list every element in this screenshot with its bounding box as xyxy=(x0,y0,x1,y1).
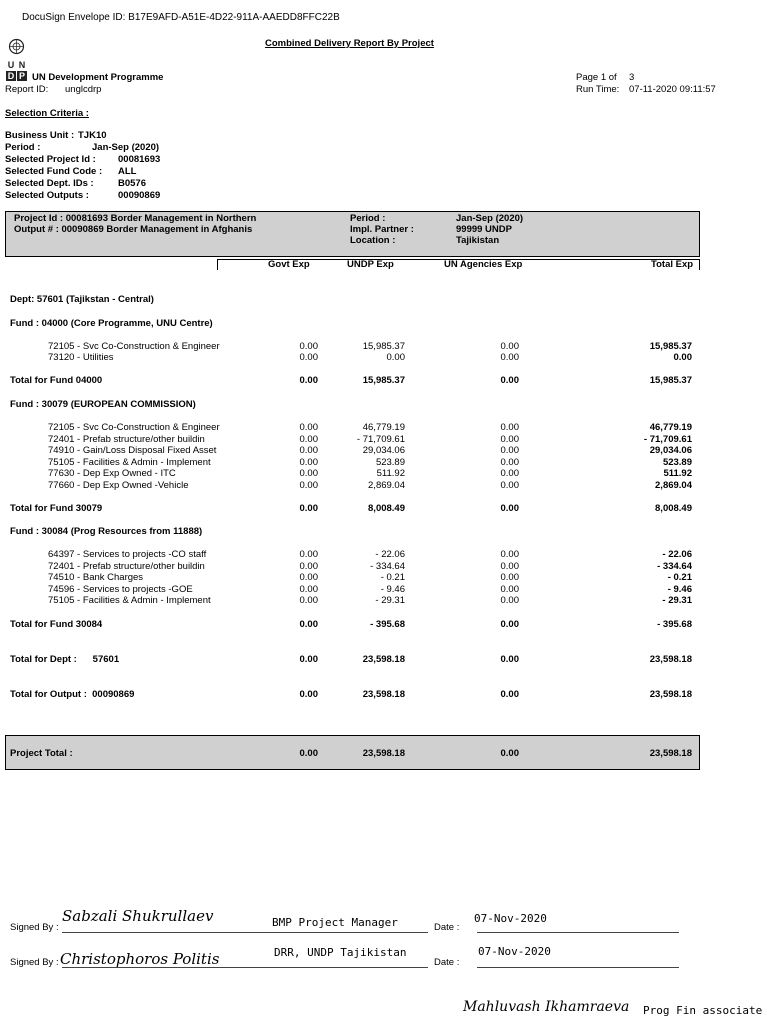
col-govt-exp: Govt Exp xyxy=(268,259,310,270)
row-govt: 0.00 xyxy=(299,433,318,445)
date-line xyxy=(477,932,679,933)
row-govt: 0.00 xyxy=(299,352,318,363)
row-undp: - 0.21 xyxy=(380,572,405,583)
table-row xyxy=(0,445,770,457)
row-agencies: 0.00 xyxy=(500,468,519,479)
report-id-label: Report ID: xyxy=(5,84,49,95)
row-total: - 9.46 xyxy=(667,583,692,595)
table-row xyxy=(0,480,770,492)
location-value: Tajikistan xyxy=(456,235,500,246)
row-govt: 0.00 xyxy=(299,468,318,479)
row-desc: 72105 - Svc Co-Construction & Engineer xyxy=(48,422,220,433)
signer-role: BMP Project Manager xyxy=(272,916,398,929)
row-undp: - 9.46 xyxy=(380,583,405,595)
signature: Sabzali Shukrullaev xyxy=(62,907,214,925)
project-header-box xyxy=(5,211,700,257)
row-desc: 77660 - Dep Exp Owned -Vehicle xyxy=(48,479,189,491)
row-total: - 0.21 xyxy=(667,572,692,583)
row-total: - 71,709.61 xyxy=(643,433,692,445)
criteria-business-unit-value: TJK10 xyxy=(78,130,107,141)
fund-total-total: 8,008.49 xyxy=(655,503,692,514)
row-total: - 22.06 xyxy=(662,549,692,560)
output-total-label: Total for Output : 00090869 xyxy=(10,689,135,700)
org-name: UN Development Programme xyxy=(32,72,164,83)
row-govt: 0.00 xyxy=(299,560,318,572)
row-govt: 0.00 xyxy=(299,341,318,352)
row-total: 2,869.04 xyxy=(655,479,692,491)
row-govt: 0.00 xyxy=(299,572,318,583)
criteria-outputs-label: Selected Outputs : xyxy=(5,190,89,201)
row-undp: - 334.64 xyxy=(370,560,405,572)
row-desc: 77630 - Dep Exp Owned - ITC xyxy=(48,468,176,479)
output-line: Output # : 00090869 Border Management in Afghanis xyxy=(14,224,253,235)
row-undp: 29,034.06 xyxy=(362,445,405,456)
criteria-dept-value: B0576 xyxy=(118,178,146,189)
criteria-period-label: Period : xyxy=(5,142,41,153)
envelope-id: DocuSign Envelope ID: B17E9AFD-A51E-4D22-911A-AAEDD8FFC22B xyxy=(22,12,340,23)
fund-total-row xyxy=(0,375,770,387)
table-row xyxy=(0,457,770,469)
date-label: Date : xyxy=(434,957,460,968)
row-undp: - 71,709.61 xyxy=(356,433,405,445)
logo-letter-d: D xyxy=(7,71,15,81)
run-time: 07-11-2020 09:11:57 xyxy=(629,84,716,95)
fund-total-undp: 8,008.49 xyxy=(368,503,405,514)
table-row xyxy=(0,352,770,364)
row-agencies: 0.00 xyxy=(500,456,519,468)
footer-role: Prog Fin associate xyxy=(643,1004,763,1017)
fund-total-agencies: 0.00 xyxy=(500,503,519,514)
undp-logo xyxy=(6,38,27,82)
row-govt: 0.00 xyxy=(299,456,318,468)
criteria-business-unit-label: Business Unit : xyxy=(5,130,75,141)
row-total: 15,985.37 xyxy=(649,341,692,352)
table-row xyxy=(0,422,770,434)
row-desc: 73120 - Utilities xyxy=(48,352,114,363)
fund-total-total: - 395.68 xyxy=(657,619,692,630)
criteria-project-label: Selected Project Id : xyxy=(5,154,96,165)
row-desc: 64397 - Services to projects -CO staff xyxy=(48,549,207,560)
row-govt: 0.00 xyxy=(299,549,318,560)
row-total: 511.92 xyxy=(663,468,692,479)
fund-header: Fund : 30084 (Prog Resources from 11888) xyxy=(10,526,203,537)
project-total-undp: 23,598.18 xyxy=(362,748,405,759)
row-agencies: 0.00 xyxy=(500,352,519,363)
row-agencies: 0.00 xyxy=(500,341,519,352)
partner-value: 99999 UNDP xyxy=(456,224,512,235)
fund-total-agencies: 0.00 xyxy=(500,375,519,386)
row-desc: 74596 - Services to projects -GOE xyxy=(48,583,193,595)
table-row xyxy=(0,595,770,607)
row-agencies: 0.00 xyxy=(500,572,519,583)
date-line xyxy=(477,967,679,968)
logo-letter-n: N xyxy=(18,60,26,70)
row-agencies: 0.00 xyxy=(500,583,519,595)
fund-total-label: Total for Fund 30084 xyxy=(10,619,103,630)
col-undp-exp: UNDP Exp xyxy=(347,259,394,270)
row-undp: - 22.06 xyxy=(375,549,405,560)
fund-total-undp: 15,985.37 xyxy=(362,375,405,386)
row-total: - 29.31 xyxy=(662,595,692,606)
row-total: 46,779.19 xyxy=(649,422,692,433)
row-desc: 75105 - Facilities & Admin - Implement xyxy=(48,595,211,606)
row-agencies: 0.00 xyxy=(500,445,519,456)
row-agencies: 0.00 xyxy=(500,422,519,433)
dept-line: Dept: 57601 (Tajikstan - Central) xyxy=(10,294,154,305)
fund-total-govt: 0.00 xyxy=(299,619,318,630)
project-total-govt: 0.00 xyxy=(299,748,318,759)
criteria-fund-value: ALL xyxy=(118,166,137,177)
table-row xyxy=(0,584,770,596)
dept-total-govt: 0.00 xyxy=(299,654,318,665)
row-undp: 523.89 xyxy=(375,456,405,468)
row-govt: 0.00 xyxy=(299,479,318,491)
project-total-total: 23,598.18 xyxy=(649,748,692,759)
table-row xyxy=(0,572,770,584)
row-govt: 0.00 xyxy=(299,422,318,433)
fund-total-govt: 0.00 xyxy=(299,503,318,514)
location-label: Location : xyxy=(350,235,396,246)
project-total-agencies: 0.00 xyxy=(500,748,519,759)
row-total: - 334.64 xyxy=(657,560,692,572)
fund-header: Fund : 04000 (Core Programme, UNU Centre) xyxy=(10,318,213,329)
fund-total-govt: 0.00 xyxy=(299,375,318,386)
table-row xyxy=(0,561,770,573)
report-title: Combined Delivery Report By Project xyxy=(265,38,434,49)
output-total-total: 23,598.18 xyxy=(649,689,692,700)
row-agencies: 0.00 xyxy=(500,549,519,560)
signature-line xyxy=(62,932,428,933)
output-total-agencies: 0.00 xyxy=(500,689,519,700)
dept-total-agencies: 0.00 xyxy=(500,654,519,665)
row-total: 523.89 xyxy=(662,456,692,468)
row-desc: 72401 - Prefab structure/other buildin xyxy=(48,560,205,572)
row-govt: 0.00 xyxy=(299,595,318,606)
col-agencies-exp: UN Agencies Exp xyxy=(444,259,523,270)
signature: Christophoros Politis xyxy=(60,950,220,968)
page-total: 3 xyxy=(629,72,635,83)
row-undp: 15,985.37 xyxy=(362,341,405,352)
un-emblem-icon xyxy=(6,38,27,55)
signed-by-label: Signed By : xyxy=(10,957,59,968)
report-id: unglcdrp xyxy=(65,84,102,95)
period-value: Jan-Sep (2020) xyxy=(456,213,524,224)
fund-total-label: Total for Fund 04000 xyxy=(10,375,103,386)
row-agencies: 0.00 xyxy=(500,479,519,491)
logo-letter-p: P xyxy=(18,71,25,81)
row-agencies: 0.00 xyxy=(500,560,519,572)
partner-label: Impl. Partner : xyxy=(350,224,414,235)
page-label: Page 1 of xyxy=(576,72,617,83)
signer-role: DRR, UNDP Tajikistan xyxy=(274,946,407,959)
row-undp: 2,869.04 xyxy=(368,479,405,491)
table-row xyxy=(0,549,770,561)
period-label: Period : xyxy=(350,213,386,224)
row-undp: 0.00 xyxy=(386,352,405,363)
col-total-exp: Total Exp xyxy=(651,259,694,270)
dept-total-row xyxy=(0,654,770,666)
sign-date: 07-Nov-2020 xyxy=(474,912,547,925)
output-total-undp: 23,598.18 xyxy=(362,689,405,700)
criteria-outputs-value: 00090869 xyxy=(118,190,161,201)
fund-total-row xyxy=(0,503,770,515)
fund-total-agencies: 0.00 xyxy=(500,619,519,630)
logo-letter-u: U xyxy=(7,60,15,70)
row-undp: 511.92 xyxy=(376,468,405,479)
row-desc: 74510 - Bank Charges xyxy=(48,572,144,583)
criteria-period-value: Jan-Sep (2020) xyxy=(92,142,160,153)
row-total: 29,034.06 xyxy=(649,445,692,456)
project-id-line: Project Id : 00081693 Border Management in Northern xyxy=(14,213,257,224)
fund-total-row xyxy=(0,619,770,631)
dept-total-label: Total for Dept : 57601 xyxy=(10,654,120,665)
criteria-dept-label: Selected Dept. IDs : xyxy=(5,178,94,189)
row-govt: 0.00 xyxy=(299,583,318,595)
sign-date: 07-Nov-2020 xyxy=(478,945,551,958)
dept-total-total: 23,598.18 xyxy=(649,654,692,665)
output-total-row xyxy=(0,689,770,701)
row-desc: 72105 - Svc Co-Construction & Engineer xyxy=(48,341,220,352)
row-total: 0.00 xyxy=(673,352,692,363)
row-desc: 75105 - Facilities & Admin - Implement xyxy=(48,456,211,468)
row-agencies: 0.00 xyxy=(500,433,519,445)
output-total-govt: 0.00 xyxy=(299,689,318,700)
row-desc: 72401 - Prefab structure/other buildin xyxy=(48,433,205,445)
table-row xyxy=(0,468,770,480)
signature-line xyxy=(62,967,428,968)
project-total-label: Project Total : xyxy=(10,748,73,759)
dept-total-undp: 23,598.18 xyxy=(362,654,405,665)
selection-criteria-title: Selection Criteria : xyxy=(5,108,89,119)
criteria-project-value: 00081693 xyxy=(118,154,161,165)
footer-signature: Mahluvash Ikhamraeva xyxy=(463,999,630,1015)
fund-header: Fund : 30079 (EUROPEAN COMMISSION) xyxy=(10,399,196,410)
table-row xyxy=(0,434,770,446)
project-total-row xyxy=(0,748,770,760)
row-govt: 0.00 xyxy=(299,445,318,456)
row-undp: 46,779.19 xyxy=(362,422,405,433)
row-undp: - 29.31 xyxy=(375,595,405,606)
run-time-label: Run Time: xyxy=(576,84,620,95)
signed-by-label: Signed By : xyxy=(10,922,59,933)
row-agencies: 0.00 xyxy=(500,595,519,606)
fund-total-undp: - 395.68 xyxy=(370,619,405,630)
date-label: Date : xyxy=(434,922,460,933)
fund-total-label: Total for Fund 30079 xyxy=(10,503,103,514)
fund-total-total: 15,985.37 xyxy=(649,375,692,386)
criteria-fund-label: Selected Fund Code : xyxy=(5,166,103,177)
row-desc: 74910 - Gain/Loss Disposal Fixed Asset xyxy=(48,445,217,456)
